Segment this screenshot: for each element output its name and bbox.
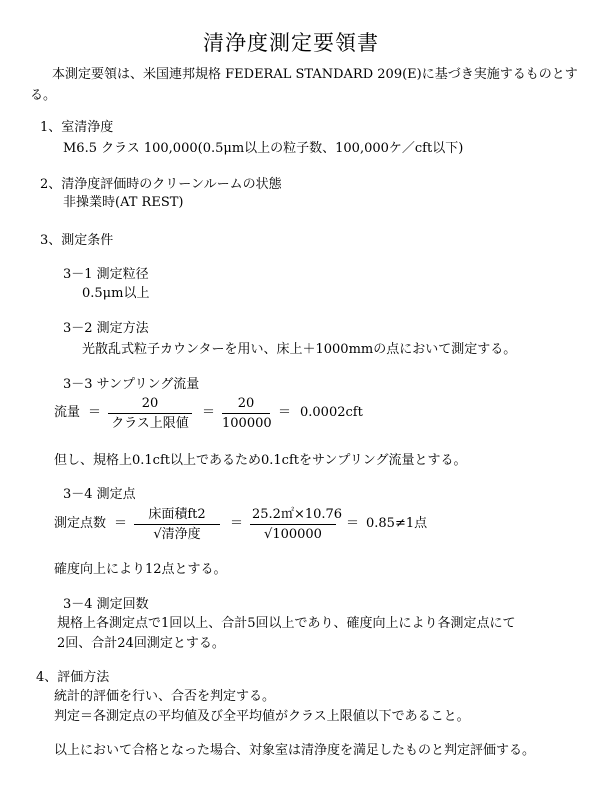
points-lhs: 測定点数 [54,516,107,531]
flow-fraction-1-denominator: クラス上限値 [111,416,189,431]
points-fraction-2-numerator: 25.2㎡×10.76 [250,508,336,525]
subsection-3-5-line-2: 2回、合計24回測定とする。 [57,636,225,651]
section-1-body: M6.5 クラス 100,000(0.5μm以上の粒子数、100,000ケ／cft以下) [63,141,464,156]
section-3-heading: 3、測定条件 [40,233,114,248]
section-1-heading: 1、室清浄度 [40,120,114,135]
points-equals-2: ＝ [230,516,244,531]
points-equals-3: ＝ [346,516,360,531]
intro-line-1: 本測定要領は、米国連邦規格 FEDERAL STANDARD 209(E)に基づき実施するものとす [52,67,578,82]
flow-equals-2: ＝ [202,405,216,420]
subsection-3-1-heading: 3－1 測定粒径 [63,267,149,282]
page-title: 清浄度測定要領書 [203,31,379,55]
flow-fraction-1 [108,397,192,430]
subsection-3-5-heading: 3－4 測定回数 [63,597,149,612]
subsection-3-2-body: 光散乱式粒子カウンターを用い、床上＋1000mmの点において測定する。 [82,342,517,357]
flow-fraction-2 [222,397,270,430]
points-fraction-2 [250,507,343,542]
section-2-heading: 2、清浄度評価時のクリーンルームの状態 [40,177,282,192]
flow-equals-3: ＝ [278,405,292,420]
subsection-3-1-body: 0.5μm以上 [82,286,150,301]
points-fraction-1-denominator: √清浄度 [153,527,201,542]
section-4-line-2: 判定＝各測定点の平均値及び全平均値がクラス上限値以下であること。 [54,709,470,724]
points-result: 0.85≠1点 [366,516,428,531]
section-4-conclusion: 以上において合格となった場合、対象室は清浄度を満足したものと判定評価する。 [54,743,536,758]
points-fraction-1 [134,508,220,541]
flow-lhs: 流量 [54,405,81,420]
points-equals-1: ＝ [114,516,128,531]
subsection-3-5-line-1: 規格上各測定点で1回以上、合計5回以上であり、確度向上により各測定点にて [57,616,516,631]
subsection-3-2-heading: 3－2 測定方法 [63,321,149,336]
subsection-3-3-heading: 3－3 サンプリング流量 [63,377,200,392]
points-fraction-1-numerator: 床面積ft2 [134,508,220,525]
flow-fraction-2-numerator: 20 [222,397,270,414]
section-2-body: 非操業時(AT REST) [63,195,184,210]
flow-fraction-1-numerator: 20 [108,397,192,414]
subsection-3-4-heading: 3－4 測定点 [63,487,136,502]
section-4-heading: 4、評価方法 [36,670,110,685]
flow-equals-1: ＝ [88,405,102,420]
points-note: 確度向上により12点とする。 [54,562,227,577]
intro-line-2: る。 [30,88,57,103]
section-4-line-1: 統計的評価を行い、合否を判定する。 [54,689,276,704]
points-fraction-2-denominator: √100000 [264,527,322,542]
flow-note: 但し、規格上0.1cft以上であるため0.1cftをサンプリング流量とする。 [54,453,467,468]
flow-fraction-2-denominator: 100000 [222,416,272,431]
flow-result: 0.0002cft [300,405,363,420]
